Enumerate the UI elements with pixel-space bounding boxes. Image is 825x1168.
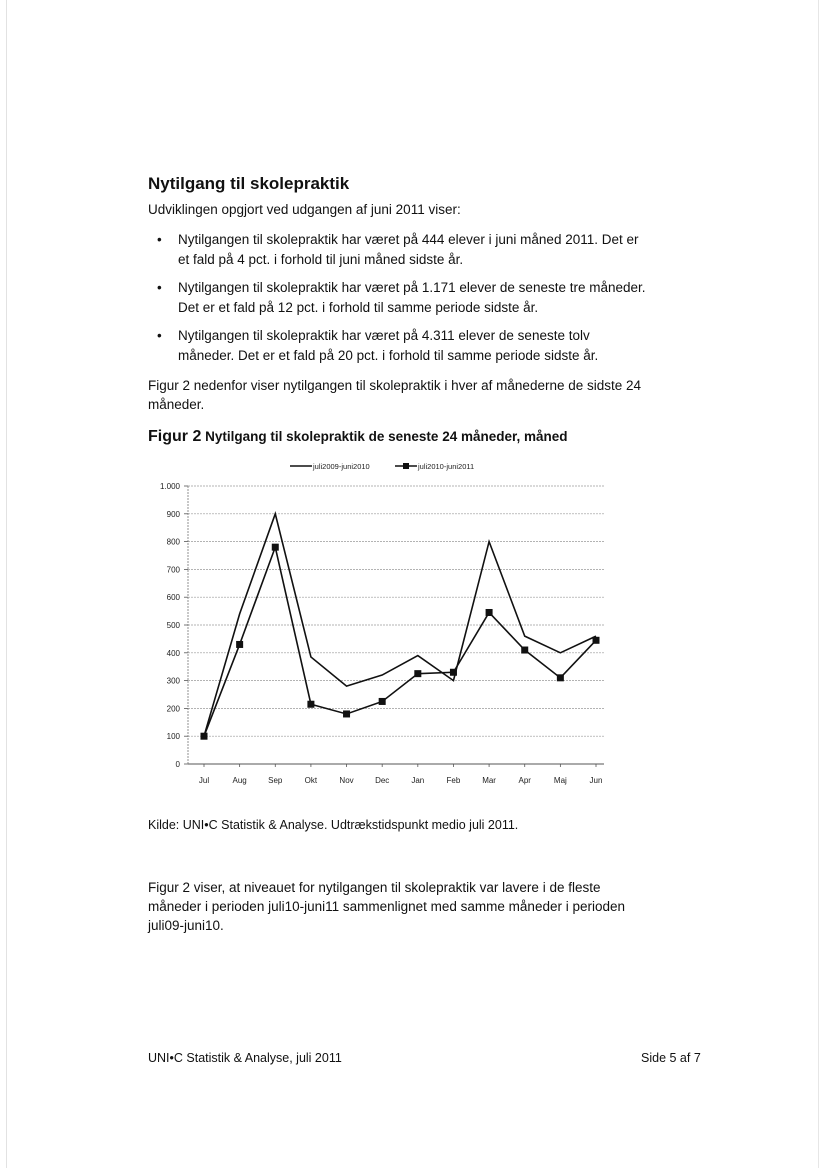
y-tick-label: 800 <box>166 537 180 547</box>
y-tick-label: 0 <box>175 760 180 769</box>
x-tick-label: Apr <box>518 776 531 785</box>
legend-label: juli2009-juni2010 <box>313 462 370 471</box>
x-tick-label: Nov <box>339 776 354 785</box>
legend-marker-icon <box>403 463 409 469</box>
data-point <box>272 544 279 551</box>
y-tick-label: 200 <box>166 704 180 714</box>
data-point <box>201 733 208 740</box>
bullet-text: Nytilgangen til skolepraktik har været på 4.311 elever de seneste tolv måneder. Det er et fald på 20 pct. i forhold til samme periode sidste år. <box>178 328 599 363</box>
line-chart <box>140 455 620 800</box>
y-tick-label: 100 <box>166 732 180 742</box>
y-tick-label: 900 <box>166 509 180 519</box>
y-tick-label: 600 <box>166 593 180 603</box>
bullet-list <box>148 230 648 374</box>
page-edge-right <box>818 0 819 1168</box>
paragraph-figure-intro: Figur 2 nedenfor viser nytilgangen til skolepraktik i hver af månederne de sidste 24 måneder. <box>148 378 642 412</box>
x-tick-label: Mar <box>482 776 496 785</box>
x-tick-label: Jul <box>198 776 210 785</box>
bullet-text: Nytilgangen til skolepraktik har været på 1.171 elever de seneste tre måneder. Det er et fald på 12 pct. i forhold til samme periode sidste år. <box>178 280 646 315</box>
x-tick-label: Feb <box>446 776 461 785</box>
x-tick-label: Aug <box>232 776 247 785</box>
bullet-item <box>148 326 648 366</box>
bullet-item <box>148 230 648 270</box>
intro-text: Udviklingen opgjort ved udgangen af juni 2011 viser: <box>148 202 461 217</box>
data-point <box>236 641 243 648</box>
x-tick-label: Sep <box>268 776 283 785</box>
data-point <box>307 701 314 708</box>
bullet-text: Nytilgangen til skolepraktik har været på 444 elever i juni måned 2011. Det er et fald på 4 pct. i forhold til juni måned sidste år. <box>178 232 639 267</box>
figure-title-text: Nytilgang til skolepraktik de seneste 24 måneder, måned <box>205 429 568 444</box>
figure-title <box>148 428 568 446</box>
footer-left: UNI•C Statistik & Analyse, juli 2011 <box>148 1051 342 1065</box>
data-point <box>521 647 528 654</box>
data-point <box>414 670 421 677</box>
bullet-icon: • <box>157 232 162 247</box>
section-heading: Nytilgang til skolepraktik <box>148 174 350 193</box>
data-point <box>379 698 386 705</box>
data-point <box>450 669 457 676</box>
y-tick-label: 300 <box>166 676 180 686</box>
y-tick-label: 500 <box>166 621 180 630</box>
footer-page-number: Side 5 af 7 <box>641 1051 701 1065</box>
data-point <box>557 674 564 681</box>
bullet-icon: • <box>157 280 162 295</box>
x-tick-label: Jun <box>589 776 603 785</box>
x-tick-label: Maj <box>553 776 567 785</box>
x-tick-label: Jan <box>411 776 425 785</box>
figure-label: Figur 2 <box>148 428 202 445</box>
x-tick-label: Dec <box>375 776 390 785</box>
bullet-icon: • <box>157 328 162 343</box>
x-tick-label: Okt <box>304 776 318 785</box>
page-edge-left <box>6 0 7 1168</box>
source-note: Kilde: UNI•C Statistik & Analyse. Udtrækstidspunkt medio juli 2011. <box>148 818 519 832</box>
y-tick-label: 1.000 <box>159 482 180 491</box>
legend-label: juli2010-juni2011 <box>418 462 475 471</box>
data-point <box>486 609 493 616</box>
data-point <box>343 710 350 717</box>
bullet-item <box>148 278 648 318</box>
y-tick-label: 700 <box>166 565 180 575</box>
data-point <box>593 637 600 644</box>
y-tick-label: 400 <box>166 648 180 658</box>
paragraph-conclusion: Figur 2 viser, at niveauet for nytilgangen til skolepraktik var lavere i de fleste måneder i perioden juli10-juni11 sammenlignet med samme måneder i perioden juli09-juni10. <box>148 880 626 933</box>
